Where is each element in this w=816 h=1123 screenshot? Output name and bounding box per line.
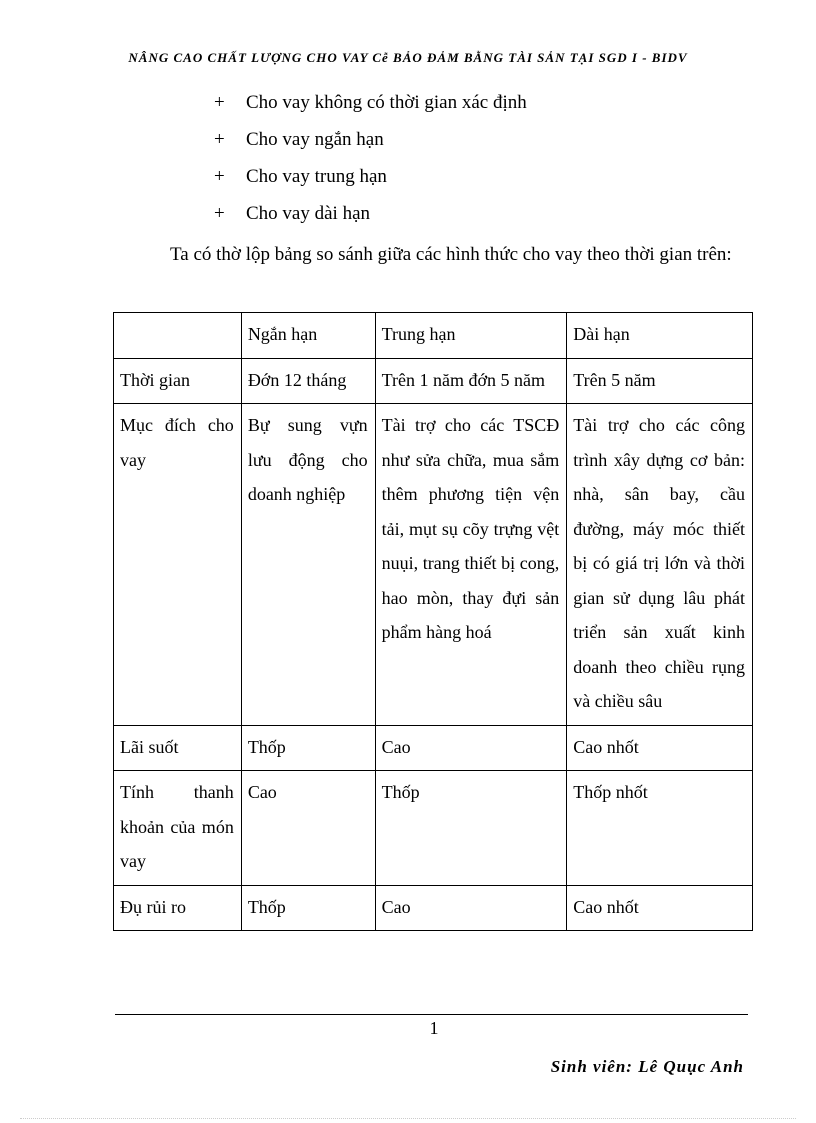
table-header-cell: Ngắn hạn xyxy=(241,313,375,359)
table-header-cell xyxy=(114,313,242,359)
list-item-text: Cho vay ngắn hạn xyxy=(246,129,384,150)
table-cell: Thốp xyxy=(241,725,375,771)
table-cell: Trên 5 năm xyxy=(567,358,753,404)
table-cell: Thốp xyxy=(241,885,375,931)
bullet-symbol: + xyxy=(214,129,225,150)
table-cell: Tài trợ cho các TSCĐ như sửa chữa, mua sắm thêm phương tiện vện tải, mụt sụ cõy trựng vệt nuụi, trang thiết bị cong, hao mòn, thay đựi sản phẩm hàng hoá xyxy=(375,404,567,726)
table-cell: Cao nhốt xyxy=(567,885,753,931)
loan-type-list xyxy=(214,88,527,236)
table-row xyxy=(114,404,753,726)
table-row xyxy=(114,771,753,886)
table-cell: Thời gian xyxy=(114,358,242,404)
list-item xyxy=(214,88,527,125)
list-item xyxy=(214,125,527,162)
table-cell: Bự sung vựn lưu động cho doanh nghiệp xyxy=(241,404,375,726)
student-name: Sinh viên: Lê Quục Anh xyxy=(550,1057,744,1076)
table-cell: Đụ rủi ro xyxy=(114,885,242,931)
bullet-symbol: + xyxy=(214,92,225,113)
footer-divider xyxy=(115,1014,748,1015)
table-header-cell: Dài hạn xyxy=(567,313,753,359)
bullet-symbol: + xyxy=(214,166,225,187)
table-cell: Cao xyxy=(375,725,567,771)
table-cell: Cao nhốt xyxy=(567,725,753,771)
page-bottom-dotted-line xyxy=(20,1118,796,1119)
list-item-text: Cho vay dài hạn xyxy=(246,203,371,224)
table-row xyxy=(114,885,753,931)
bullet-symbol: + xyxy=(214,203,225,224)
table-cell: Cao xyxy=(375,885,567,931)
table-cell: Thốp nhốt xyxy=(567,771,753,886)
comparison-table xyxy=(113,312,753,931)
table-cell: Lãi suốt xyxy=(114,725,242,771)
list-item xyxy=(214,162,527,199)
intro-paragraph: Ta có thờ lộp bảng so sánh giữa các hình thức cho vay theo thời gian trên: xyxy=(170,244,732,265)
page-number: 1 xyxy=(429,1018,439,1038)
table-header-row xyxy=(114,313,753,359)
list-item-text: Cho vay trung hạn xyxy=(246,166,387,187)
table-cell: Cao xyxy=(241,771,375,886)
table-row xyxy=(114,725,753,771)
list-item xyxy=(214,199,527,236)
table-cell: Mục đích cho vay xyxy=(114,404,242,726)
table-cell: Đớn 12 tháng xyxy=(241,358,375,404)
table-header-cell: Trung hạn xyxy=(375,313,567,359)
table-cell: Thốp xyxy=(375,771,567,886)
table-row xyxy=(114,358,753,404)
table-cell: Trên 1 năm đớn 5 năm xyxy=(375,358,567,404)
list-item-text: Cho vay không có thời gian xác định xyxy=(246,92,527,113)
table-cell: Tính thanh khoản của món vay xyxy=(114,771,242,886)
table-cell: Tài trợ cho các công trình xây dựng cơ bản: nhà, sân bay, cầu đường, máy móc thiết bị có giá trị lớn và thời gian sử dụng lâu phát triển sản xuất kinh doanh theo chiều rụng và chiều sâu xyxy=(567,404,753,726)
page-header: NÂNG CAO CHẤT LƯỢNG CHO VAY Cễ BẢO ĐẢM BẰNG TÀI SẢN TẠI SGD I - BIDV xyxy=(128,50,688,65)
